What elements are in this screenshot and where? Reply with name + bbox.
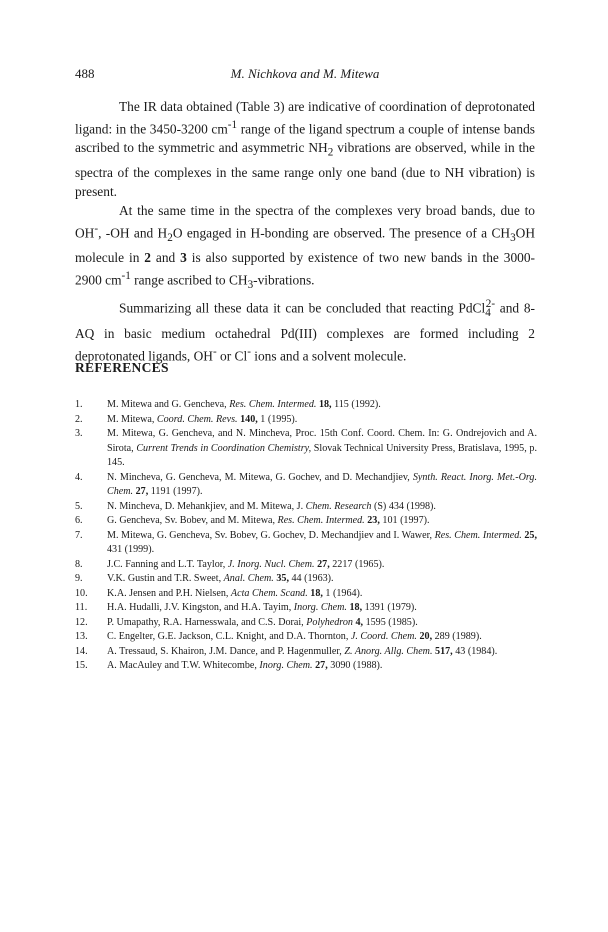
references-list	[75, 398, 537, 674]
reference-text: G. Gencheva, Sv. Bobev, and M. Mitewa, Res. Chem. Intermed. 23, 101 (1997).	[107, 515, 430, 526]
reference-item	[75, 645, 537, 660]
reference-item	[75, 587, 537, 602]
reference-item	[75, 616, 537, 631]
reference-number: 4.	[75, 471, 83, 483]
reference-number: 14.	[75, 645, 88, 657]
reference-number: 10.	[75, 587, 88, 599]
reference-text: K.A. Jensen and P.H. Nielsen, Acta Chem. Scand. 18, 1 (1964).	[107, 587, 363, 599]
paragraph-broad-bands: At the same time in the spectra of the complexes very broad bands, due to OH-, -OH and $H_2O$ engaged in H-bonding are observed. The presence of a $CH_3OH$ molecule in 2 and 3 is also supported by existence of two new bands in the 3000-2900 $cm^{-1}$ range ascribed to $CH_3$-vibrations.	[75, 203, 535, 292]
reference-text: N. Mincheva, G. Gencheva, M. Mitewa, G. Gochev, and D. Mechandjiev, Synth. React. Inorg. Met.-Org. Chem. 27, 1191 (1997).	[107, 471, 538, 497]
reference-text: N. Mincheva, D. Mehankjiev, and M. Mitewa, J. Chem. Research (S) 434 (1998).	[107, 500, 436, 512]
reference-number: 15.	[75, 660, 88, 671]
reference-item	[75, 659, 537, 674]
reference-number: 3.	[75, 428, 83, 439]
reference-item	[75, 500, 537, 515]
reference-number: 11.	[75, 602, 88, 613]
reference-item	[75, 413, 537, 428]
reference-item	[75, 398, 537, 413]
body-text	[75, 97, 535, 365]
reference-number: 6.	[75, 515, 83, 526]
page-header	[75, 66, 535, 86]
reference-item	[75, 630, 537, 645]
reference-text: M. Mitewa and G. Gencheva, Res. Chem. Intermed. 18, 115 (1992).	[107, 399, 381, 410]
references-heading: REFERENCES	[75, 360, 169, 375]
reference-text: A. Tressaud, S. Khairon, J.M. Dance, and P. Hagenmuller, Z. Anorg. Allg. Chem. 517, 43 (1984).	[107, 645, 498, 657]
reference-text: J.C. Fanning and L.T. Taylor, J. Inorg. Nucl. Chem. 27, 2217 (1965).	[107, 558, 385, 570]
reference-item	[75, 471, 537, 500]
reference-text: A. MacAuley and T.W. Whitecombe, Inorg. Chem. 27, 3090 (1988).	[107, 660, 383, 671]
reference-text: V.K. Gustin and T.R. Sweet, Anal. Chem. 35, 44 (1963).	[107, 573, 334, 584]
reference-number: 2.	[75, 413, 83, 425]
paragraph-summary: Summarizing all these data it can be concluded that reacting PdCl$_4^{2-}$ and 8-AQ in basic medium octahedral Pd(III) complexes are formed including 2 deprotonated ligands, OH- or Cl- ions and a solvent molecule.	[75, 298, 535, 364]
paragraph-ir-data: The IR data obtained (Table 3) are indicative of coordination of deprotonated ligand: in the 3450-3200 $cm^{-1}$ range of the ligand spectrum a couple of intense bands ascribed to the symmetric and asymmetric $NH_2$ vibrations are observed, while in the spectra of the complexes in the same range only one band (due to NH vibration) is present.	[75, 99, 536, 200]
reference-text: M. Mitewa, Coord. Chem. Revs. 140, 1 (1995).	[107, 413, 298, 425]
reference-number: 13.	[75, 631, 88, 642]
running-head: M. Nichkova and M. Mitewa	[230, 66, 380, 81]
reference-item	[75, 601, 537, 616]
reference-text: M. Mitewa, G. Gencheva, and N. Mincheva, Proc. 15th Conf. Coord. Chem. In: G. Ondrejovich and A. Sirota, Current Trends in Coordination Chemistry, Slovak Technical University Press, Bratislava, 1995, p. 145.	[107, 428, 537, 468]
reference-number: 1.	[75, 399, 83, 410]
reference-item	[75, 427, 537, 471]
reference-item	[75, 572, 537, 587]
reference-text: H.A. Hudalli, J.V. Kingston, and H.A. Tayim, Inorg. Chem. 18, 1391 (1979).	[107, 602, 417, 613]
reference-number: 5.	[75, 500, 83, 512]
reference-item	[75, 529, 537, 558]
reference-item	[75, 558, 537, 573]
page-number: 488	[75, 66, 95, 81]
reference-item	[75, 514, 537, 529]
reference-text: M. Mitewa, G. Gencheva, Sv. Bobev, G. Gochev, D. Mechandjiev and I. Wawer, Res. Chem. Intermed. 25, 431 (1999).	[107, 529, 537, 555]
reference-text: C. Engelter, G.E. Jackson, C.L. Knight, and D.A. Thornton, J. Coord. Chem. 20, 289 (1989).	[107, 631, 482, 642]
reference-number: 8.	[75, 558, 83, 570]
reference-number: 9.	[75, 573, 83, 584]
reference-number: 7.	[75, 529, 83, 541]
reference-text: P. Umapathy, R.A. Harnesswala, and C.S. Dorai, Polyhedron 4, 1595 (1985).	[107, 616, 418, 628]
reference-number: 12.	[75, 616, 88, 628]
